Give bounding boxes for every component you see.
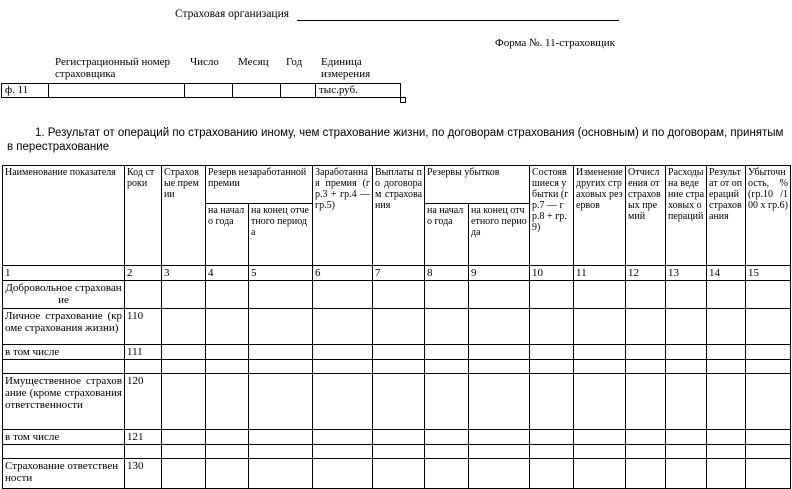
value-cell[interactable] bbox=[425, 309, 469, 345]
value-cell[interactable] bbox=[626, 345, 666, 360]
value-cell[interactable] bbox=[626, 309, 666, 345]
value-cell[interactable] bbox=[469, 345, 530, 360]
row-name-cell: в том числе bbox=[3, 345, 125, 360]
value-cell[interactable] bbox=[707, 430, 746, 445]
value-cell[interactable] bbox=[425, 345, 469, 360]
col-number: 5 bbox=[249, 266, 313, 281]
col-header-unearned-end: на конец отчетного периода bbox=[249, 204, 313, 266]
value-cell[interactable] bbox=[206, 430, 249, 445]
value-cell[interactable] bbox=[206, 309, 249, 345]
value-cell[interactable] bbox=[162, 309, 206, 345]
value-cell[interactable] bbox=[373, 374, 425, 430]
row-name-cell bbox=[3, 360, 125, 374]
value-cell[interactable] bbox=[206, 459, 249, 489]
value-cell[interactable] bbox=[530, 374, 574, 430]
column-number-row bbox=[3, 266, 791, 281]
value-cell[interactable] bbox=[530, 345, 574, 360]
value-cell[interactable] bbox=[666, 445, 707, 459]
col-header-unearned-reserve: Резерв незаработанной премии bbox=[206, 166, 313, 204]
table-row bbox=[3, 309, 791, 345]
table-row bbox=[3, 345, 791, 360]
value-cell[interactable] bbox=[574, 360, 626, 374]
value-cell[interactable] bbox=[249, 445, 313, 459]
value-cell[interactable] bbox=[666, 459, 707, 489]
registration-row bbox=[1, 83, 401, 98]
value-cell[interactable] bbox=[313, 374, 373, 430]
registration-number-cell[interactable] bbox=[49, 84, 185, 98]
registration-number-header: Регистрационный номер страховщика bbox=[55, 56, 171, 80]
day-cell[interactable] bbox=[185, 84, 233, 98]
value-cell[interactable] bbox=[313, 360, 373, 374]
value-cell[interactable] bbox=[746, 360, 791, 374]
value-cell[interactable] bbox=[249, 430, 313, 445]
value-cell[interactable] bbox=[313, 430, 373, 445]
value-cell[interactable] bbox=[666, 360, 707, 374]
value-cell[interactable] bbox=[249, 281, 313, 309]
col-header-earned-premium: Заработанная премия (гр.3 + гр.4 — гр.5) bbox=[313, 166, 373, 266]
table-row bbox=[3, 281, 791, 309]
table-row bbox=[3, 374, 791, 430]
value-cell[interactable] bbox=[206, 281, 249, 309]
value-cell[interactable] bbox=[313, 459, 373, 489]
value-cell[interactable] bbox=[162, 360, 206, 374]
value-cell[interactable] bbox=[249, 459, 313, 489]
row-name-cell: Имущественное страхование (кроме страхования ответственности bbox=[3, 374, 125, 430]
year-header: Год bbox=[286, 56, 303, 68]
col-number: 8 bbox=[425, 266, 469, 281]
table-body bbox=[3, 281, 791, 489]
col-header-loss-reserves: Резервы убытков bbox=[425, 166, 530, 204]
col-number: 3 bbox=[162, 266, 206, 281]
value-cell[interactable] bbox=[707, 281, 746, 309]
value-cell[interactable] bbox=[530, 430, 574, 445]
section-title: 1. Результат от операций по страхованию иному, чем страхование жизни, по договорам страхования (основным) и по договорам, принятым в перестрахование bbox=[7, 127, 784, 153]
row-name-cell: Личное страхование (кроме страхования жизни) bbox=[3, 309, 125, 345]
value-cell[interactable] bbox=[162, 281, 206, 309]
value-cell[interactable] bbox=[373, 345, 425, 360]
value-cell[interactable] bbox=[574, 430, 626, 445]
col-number: 9 bbox=[469, 266, 530, 281]
value-cell[interactable] bbox=[373, 459, 425, 489]
value-cell[interactable] bbox=[574, 309, 626, 345]
value-cell[interactable] bbox=[469, 374, 530, 430]
value-cell[interactable] bbox=[313, 281, 373, 309]
col-number: 14 bbox=[707, 266, 746, 281]
col-header-name: Наименование показателя bbox=[3, 166, 125, 266]
value-cell[interactable] bbox=[162, 345, 206, 360]
value-cell[interactable] bbox=[469, 459, 530, 489]
value-cell[interactable] bbox=[707, 360, 746, 374]
day-header: Число bbox=[190, 56, 219, 68]
col-header-deductions: Отчисления от страховых премий bbox=[626, 166, 666, 266]
value-cell[interactable] bbox=[162, 374, 206, 430]
value-cell[interactable] bbox=[206, 374, 249, 430]
col-number: 13 bbox=[666, 266, 707, 281]
value-cell[interactable] bbox=[707, 374, 746, 430]
row-name-cell bbox=[3, 445, 125, 459]
col-number: 7 bbox=[373, 266, 425, 281]
value-cell[interactable] bbox=[626, 374, 666, 430]
value-cell[interactable] bbox=[425, 374, 469, 430]
value-cell[interactable] bbox=[666, 345, 707, 360]
value-cell[interactable] bbox=[530, 459, 574, 489]
value-cell[interactable] bbox=[425, 459, 469, 489]
row-name-cell: Страхование ответственности bbox=[3, 459, 125, 489]
month-header: Месяц bbox=[238, 56, 269, 68]
value-cell[interactable] bbox=[249, 360, 313, 374]
col-number: 12 bbox=[626, 266, 666, 281]
row-code-cell bbox=[125, 360, 162, 374]
value-cell[interactable] bbox=[425, 281, 469, 309]
row-code-cell bbox=[125, 445, 162, 459]
row-code-cell: 120 bbox=[125, 374, 162, 430]
value-cell[interactable] bbox=[162, 459, 206, 489]
value-cell[interactable] bbox=[206, 445, 249, 459]
value-cell[interactable] bbox=[162, 430, 206, 445]
selection-handle[interactable] bbox=[400, 97, 406, 103]
value-cell[interactable] bbox=[373, 281, 425, 309]
value-cell[interactable] bbox=[313, 445, 373, 459]
value-cell[interactable] bbox=[574, 445, 626, 459]
value-cell[interactable] bbox=[530, 360, 574, 374]
row-name-cell: в том числе bbox=[3, 430, 125, 445]
value-cell[interactable] bbox=[746, 345, 791, 360]
year-cell[interactable] bbox=[281, 84, 316, 98]
col-number: 1 bbox=[3, 266, 125, 281]
value-cell[interactable] bbox=[373, 445, 425, 459]
organization-name-line[interactable] bbox=[297, 20, 619, 21]
col-header-incurred-losses: Состоявшиеся убытки (гр.7 — гр.8 + гр.9) bbox=[530, 166, 574, 266]
value-cell[interactable] bbox=[746, 374, 791, 430]
value-cell[interactable] bbox=[626, 360, 666, 374]
value-cell[interactable] bbox=[469, 430, 530, 445]
col-number: 2 bbox=[125, 266, 162, 281]
value-cell[interactable] bbox=[746, 309, 791, 345]
value-cell[interactable] bbox=[574, 281, 626, 309]
value-cell[interactable] bbox=[469, 445, 530, 459]
col-number: 4 bbox=[206, 266, 249, 281]
value-cell[interactable] bbox=[574, 374, 626, 430]
value-cell[interactable] bbox=[746, 459, 791, 489]
row-code-cell: 121 bbox=[125, 430, 162, 445]
value-cell[interactable] bbox=[626, 459, 666, 489]
value-cell[interactable] bbox=[425, 430, 469, 445]
row-code-cell bbox=[125, 281, 162, 309]
value-cell[interactable] bbox=[626, 430, 666, 445]
col-header-premiums: Страховые премии bbox=[162, 166, 206, 266]
value-cell[interactable] bbox=[373, 360, 425, 374]
value-cell[interactable] bbox=[746, 281, 791, 309]
value-cell[interactable] bbox=[707, 445, 746, 459]
value-cell[interactable] bbox=[530, 281, 574, 309]
col-header-payments: Выплаты по договорам страхования bbox=[373, 166, 425, 266]
value-cell[interactable] bbox=[469, 360, 530, 374]
col-number: 15 bbox=[746, 266, 791, 281]
value-cell[interactable] bbox=[746, 445, 791, 459]
value-cell[interactable] bbox=[313, 345, 373, 360]
form-code-cell: ф. 11 bbox=[2, 84, 49, 98]
table-row bbox=[3, 445, 791, 459]
row-code-cell: 111 bbox=[125, 345, 162, 360]
value-cell[interactable] bbox=[206, 360, 249, 374]
col-header-other-reserves: Изменение других страховых резервов bbox=[574, 166, 626, 266]
value-cell[interactable] bbox=[666, 281, 707, 309]
col-header-expenses: Расходы на ведение страховых операций bbox=[666, 166, 707, 266]
value-cell[interactable] bbox=[373, 430, 425, 445]
table-row bbox=[3, 360, 791, 374]
table-row bbox=[3, 459, 791, 489]
unit-header: Единица измерения bbox=[321, 56, 371, 80]
month-cell[interactable] bbox=[233, 84, 281, 98]
col-number: 6 bbox=[313, 266, 373, 281]
value-cell[interactable] bbox=[373, 309, 425, 345]
value-cell[interactable] bbox=[206, 345, 249, 360]
value-cell[interactable] bbox=[574, 345, 626, 360]
value-cell[interactable] bbox=[162, 445, 206, 459]
value-cell[interactable] bbox=[425, 445, 469, 459]
col-header-code: Код строки bbox=[125, 166, 162, 266]
value-cell[interactable] bbox=[425, 360, 469, 374]
col-number: 11 bbox=[574, 266, 626, 281]
col-header-loss-end: на конец отчетного периода bbox=[469, 204, 530, 266]
value-cell[interactable] bbox=[530, 309, 574, 345]
value-cell[interactable] bbox=[626, 281, 666, 309]
value-cell[interactable] bbox=[666, 374, 707, 430]
value-cell[interactable] bbox=[666, 430, 707, 445]
col-header-loss-start: на начало года bbox=[425, 204, 469, 266]
value-cell[interactable] bbox=[530, 445, 574, 459]
row-name-cell: Добровольное страхование bbox=[3, 281, 125, 309]
value-cell[interactable] bbox=[707, 345, 746, 360]
results-table bbox=[2, 165, 791, 489]
row-code-cell: 130 bbox=[125, 459, 162, 489]
value-cell[interactable] bbox=[574, 459, 626, 489]
value-cell[interactable] bbox=[626, 445, 666, 459]
value-cell[interactable] bbox=[469, 281, 530, 309]
form-number-label: Форма №. 11-страховщик bbox=[495, 37, 615, 49]
value-cell[interactable] bbox=[249, 345, 313, 360]
value-cell[interactable] bbox=[707, 459, 746, 489]
value-cell[interactable] bbox=[666, 309, 707, 345]
value-cell[interactable] bbox=[469, 309, 530, 345]
value-cell[interactable] bbox=[249, 374, 313, 430]
value-cell[interactable] bbox=[313, 309, 373, 345]
col-header-result: Результат от операций страхования bbox=[707, 166, 746, 266]
value-cell[interactable] bbox=[746, 430, 791, 445]
table-row bbox=[3, 430, 791, 445]
col-header-loss-ratio: Убыточность, % (гр.10 /100 х гр.6) bbox=[746, 166, 791, 266]
value-cell[interactable] bbox=[707, 309, 746, 345]
col-header-unearned-start: на начало года bbox=[206, 204, 249, 266]
row-code-cell: 110 bbox=[125, 309, 162, 345]
value-cell[interactable] bbox=[249, 309, 313, 345]
organization-label: Страховая организация bbox=[175, 8, 290, 20]
unit-cell: тыс.руб. bbox=[316, 84, 401, 98]
col-number: 10 bbox=[530, 266, 574, 281]
